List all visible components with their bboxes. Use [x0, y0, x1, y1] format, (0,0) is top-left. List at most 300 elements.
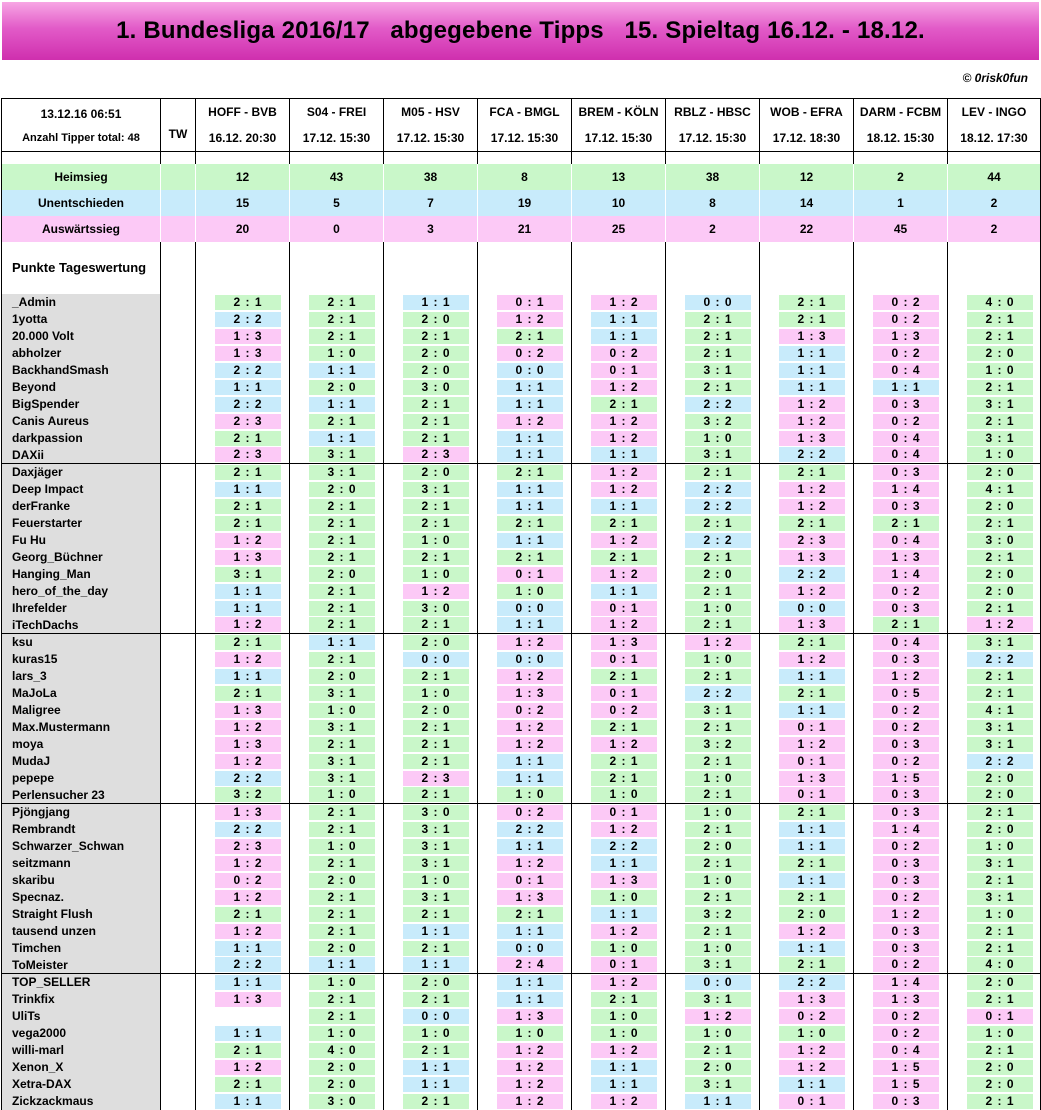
- tip-cell: [666, 328, 760, 345]
- tip-cell: [478, 668, 572, 685]
- tip-value: 2 : 0: [309, 669, 375, 684]
- tip-cell: [478, 702, 572, 719]
- tip-value: 1 : 2: [403, 584, 469, 599]
- tip-value: 2 : 1: [685, 890, 751, 905]
- tip-cell: [572, 328, 666, 345]
- tw-cell: [161, 906, 196, 923]
- tip-cell: [760, 362, 854, 379]
- stat-row-unent: [2, 190, 1041, 216]
- tip-cell: [854, 328, 948, 345]
- tip-cell: [666, 532, 760, 549]
- stat-value: 45: [854, 216, 948, 242]
- tipper-name: vega2000: [2, 1025, 161, 1042]
- tip-value: 1 : 1: [685, 1094, 751, 1109]
- tip-value: 2 : 1: [497, 550, 563, 565]
- tip-cell: [948, 651, 1041, 668]
- tip-value: 2 : 0: [403, 703, 469, 718]
- tip-value: 0 : 1: [967, 1009, 1033, 1024]
- tip-cell: [760, 974, 854, 991]
- stat-value: 19: [478, 190, 572, 216]
- tip-value: 2 : 3: [215, 839, 281, 854]
- tip-cell: [854, 1008, 948, 1025]
- tip-cell: [290, 396, 384, 413]
- tip-cell: [760, 804, 854, 821]
- table-row: [2, 328, 1041, 345]
- tip-cell: [196, 345, 290, 362]
- tip-value: 1 : 1: [591, 499, 657, 514]
- tip-value: 1 : 0: [967, 907, 1033, 922]
- tip-cell: [854, 804, 948, 821]
- tip-cell: [854, 345, 948, 362]
- tip-cell: [384, 362, 478, 379]
- tip-cell: [478, 923, 572, 940]
- tip-value: 2 : 1: [685, 720, 751, 735]
- tip-value: 2 : 2: [215, 397, 281, 412]
- tip-value: 2 : 1: [215, 1077, 281, 1092]
- tip-cell: [760, 379, 854, 396]
- tip-value: 1 : 0: [591, 1009, 657, 1024]
- snapshot-date: 13.12.16 06:51: [40, 107, 122, 121]
- tip-value: 1 : 0: [967, 839, 1033, 854]
- tip-cell: [854, 583, 948, 600]
- tip-value: 1 : 1: [591, 907, 657, 922]
- tip-cell: [666, 719, 760, 736]
- tip-cell: [196, 549, 290, 566]
- tip-cell: [478, 787, 572, 804]
- tip-cell: [384, 311, 478, 328]
- tip-cell: [854, 600, 948, 617]
- tw-cell: [161, 600, 196, 617]
- tipper-name: MudaJ: [2, 753, 161, 770]
- tipper-name: hero_of_the_day: [2, 583, 161, 600]
- tip-cell: [196, 685, 290, 702]
- tw-cell: [161, 1025, 196, 1042]
- tip-value: 0 : 0: [403, 652, 469, 667]
- tip-value: 1 : 0: [685, 1026, 751, 1041]
- tip-value: 3 : 2: [685, 414, 751, 429]
- tip-cell: [666, 345, 760, 362]
- tipper-name: moya: [2, 736, 161, 753]
- tip-cell: [196, 634, 290, 651]
- tip-value: 1 : 2: [497, 1043, 563, 1058]
- points-cell: [478, 242, 572, 294]
- tipper-name: Schwarzer_Schwan: [2, 838, 161, 855]
- tip-cell: [760, 583, 854, 600]
- tip-cell: [854, 1076, 948, 1093]
- tip-value: 2 : 0: [309, 482, 375, 497]
- tip-cell: [948, 396, 1041, 413]
- tip-value: 2 : 1: [309, 533, 375, 548]
- tip-cell: [760, 821, 854, 838]
- tip-cell: [948, 702, 1041, 719]
- tip-cell: [384, 770, 478, 787]
- tip-cell: [290, 311, 384, 328]
- tip-cell: [196, 1059, 290, 1076]
- tipper-name: pepepe: [2, 770, 161, 787]
- tip-value: 2 : 2: [215, 363, 281, 378]
- tip-value: 2 : 2: [779, 975, 845, 990]
- tip-value: 2 : 1: [685, 346, 751, 361]
- tip-value: 1 : 2: [591, 295, 657, 310]
- tip-value: 1 : 2: [873, 907, 939, 922]
- tip-cell: [572, 1076, 666, 1093]
- tip-value: 3 : 1: [685, 992, 751, 1007]
- tip-value: 1 : 2: [779, 414, 845, 429]
- tip-cell: [196, 872, 290, 889]
- tip-cell: [478, 1059, 572, 1076]
- tip-value: 0 : 1: [779, 787, 845, 802]
- tip-cell: [196, 515, 290, 532]
- tip-value: 2 : 0: [967, 567, 1033, 582]
- table-row: [2, 396, 1041, 413]
- tip-value: 2 : 0: [967, 346, 1033, 361]
- tip-cell: [854, 498, 948, 515]
- tip-cell: [854, 1025, 948, 1042]
- stat-tw-cell: [161, 164, 196, 190]
- tip-value: 1 : 2: [215, 617, 281, 632]
- tip-cell: [478, 855, 572, 872]
- tw-cell: [161, 1076, 196, 1093]
- tip-cell: [572, 719, 666, 736]
- tip-cell: [478, 617, 572, 634]
- tip-cell: [854, 685, 948, 702]
- tw-cell: [161, 668, 196, 685]
- tip-cell: [666, 753, 760, 770]
- tip-cell: [572, 430, 666, 447]
- tip-value: 2 : 1: [309, 584, 375, 599]
- tip-value: 2 : 1: [309, 499, 375, 514]
- tip-value: 2 : 1: [591, 397, 657, 412]
- tip-cell: [854, 430, 948, 447]
- tip-cell: [854, 855, 948, 872]
- spacer-cell: [2, 152, 161, 164]
- tip-cell: [478, 481, 572, 498]
- stat-value: 2: [948, 216, 1041, 242]
- tip-cell: [196, 719, 290, 736]
- tip-value: 1 : 1: [497, 839, 563, 854]
- tip-value: 3 : 1: [309, 465, 375, 480]
- table-row: [2, 770, 1041, 787]
- table-row: [2, 940, 1041, 957]
- tipper-name: Hanging_Man: [2, 566, 161, 583]
- tip-value: 1 : 2: [215, 652, 281, 667]
- tip-value: 1 : 3: [779, 329, 845, 344]
- tip-value: 2 : 1: [591, 754, 657, 769]
- tip-value: 3 : 1: [967, 431, 1033, 446]
- tip-cell: [478, 311, 572, 328]
- match-kickoff: 18.12. 17:30: [960, 131, 1028, 145]
- tip-value: 1 : 0: [403, 686, 469, 701]
- tip-value: 2 : 2: [591, 839, 657, 854]
- tip-cell: [854, 957, 948, 974]
- tip-cell: [948, 328, 1041, 345]
- tip-cell: [384, 600, 478, 617]
- tip-value: 2 : 0: [967, 1077, 1033, 1092]
- tipper-name: MaJoLa: [2, 685, 161, 702]
- tip-cell: [196, 328, 290, 345]
- tip-value: 3 : 1: [967, 635, 1033, 650]
- tip-value: 0 : 1: [497, 873, 563, 888]
- tip-value: 1 : 2: [779, 584, 845, 599]
- tip-cell: [384, 498, 478, 515]
- tip-value: 3 : 1: [403, 822, 469, 837]
- tip-value: 2 : 1: [779, 957, 845, 972]
- tip-cell: [948, 498, 1041, 515]
- tip-cell: [854, 906, 948, 923]
- tip-cell: [666, 430, 760, 447]
- tip-cell: [290, 804, 384, 821]
- tip-cell: [948, 362, 1041, 379]
- tip-value: 2 : 0: [403, 363, 469, 378]
- tip-value: 1 : 3: [497, 1009, 563, 1024]
- tip-cell: [948, 974, 1041, 991]
- tip-cell: [854, 787, 948, 804]
- tip-value: 0 : 2: [873, 957, 939, 972]
- tip-value: 1 : 2: [591, 465, 657, 480]
- tip-value: 0 : 0: [685, 975, 751, 990]
- tip-value: 1 : 2: [215, 533, 281, 548]
- tip-cell: [290, 481, 384, 498]
- tip-cell: [572, 481, 666, 498]
- tip-value: 1 : 3: [497, 686, 563, 701]
- tip-cell: [290, 702, 384, 719]
- tip-value: 0 : 2: [497, 703, 563, 718]
- tip-value: 1 : 1: [779, 941, 845, 956]
- tip-cell: [572, 804, 666, 821]
- tip-cell: [854, 634, 948, 651]
- tip-cell: [572, 753, 666, 770]
- tip-value: 2 : 1: [309, 805, 375, 820]
- tip-value: 2 : 4: [497, 957, 563, 972]
- tip-value: 1 : 3: [873, 329, 939, 344]
- match-teams: FCA - BMGL: [489, 105, 560, 119]
- tip-cell: [948, 906, 1041, 923]
- tip-value: 1 : 2: [497, 737, 563, 752]
- tip-cell: [572, 1008, 666, 1025]
- tip-cell: [948, 770, 1041, 787]
- tip-cell: [760, 515, 854, 532]
- tip-cell: [948, 413, 1041, 430]
- tw-cell: [161, 481, 196, 498]
- tip-value: 2 : 1: [967, 1043, 1033, 1058]
- tip-value: 1 : 1: [215, 584, 281, 599]
- tip-cell: [478, 396, 572, 413]
- tip-value: 1 : 2: [591, 380, 657, 395]
- tip-cell: [478, 532, 572, 549]
- tip-value: 2 : 1: [215, 499, 281, 514]
- table-row: [2, 549, 1041, 566]
- tip-value: 2 : 1: [309, 295, 375, 310]
- tipper-name: Specnaz.: [2, 889, 161, 906]
- title-banner: [2, 2, 1039, 60]
- tip-value: 2 : 1: [309, 329, 375, 344]
- tipper-name: Beyond: [2, 379, 161, 396]
- tip-cell: [760, 396, 854, 413]
- match-kickoff: 17.12. 18:30: [772, 131, 841, 145]
- tip-cell: [760, 464, 854, 481]
- tip-cell: [760, 770, 854, 787]
- tip-value: 1 : 1: [779, 363, 845, 378]
- tw-cell: [161, 991, 196, 1008]
- tip-cell: [760, 328, 854, 345]
- table-row: [2, 838, 1041, 855]
- tip-cell: [760, 498, 854, 515]
- tip-value: 2 : 1: [403, 1094, 469, 1109]
- tip-value: 1 : 0: [967, 363, 1033, 378]
- tip-cell: [760, 906, 854, 923]
- spacer-cell: [478, 152, 572, 164]
- table-row: [2, 617, 1041, 634]
- tip-cell: [760, 345, 854, 362]
- match-kickoff: 17.12. 15:30: [396, 131, 465, 145]
- match-header: [290, 99, 384, 152]
- tip-cell: [196, 294, 290, 311]
- table-row: [2, 345, 1041, 362]
- tip-cell: [572, 1042, 666, 1059]
- tip-cell: [666, 991, 760, 1008]
- tip-cell: [948, 345, 1041, 362]
- tip-cell: [760, 634, 854, 651]
- tip-value: 2 : 1: [215, 907, 281, 922]
- tip-cell: [572, 566, 666, 583]
- tip-value: 1 : 3: [215, 805, 281, 820]
- tip-value: 2 : 2: [685, 482, 751, 497]
- tip-cell: [290, 583, 384, 600]
- tipper-name: Zickzackmaus: [2, 1093, 161, 1110]
- tip-cell: [760, 566, 854, 583]
- points-cell: [666, 242, 760, 294]
- tipper-name: tausend unzen: [2, 923, 161, 940]
- tip-value: 2 : 1: [967, 312, 1033, 327]
- tip-cell: [478, 889, 572, 906]
- tip-cell: [760, 923, 854, 940]
- tip-cell: [760, 838, 854, 855]
- tip-cell: [572, 413, 666, 430]
- tip-cell: [290, 974, 384, 991]
- tip-value: 1 : 1: [497, 397, 563, 412]
- tip-value: 2 : 1: [685, 380, 751, 395]
- tw-cell: [161, 634, 196, 651]
- tip-value: 2 : 1: [403, 550, 469, 565]
- tip-value: 0 : 2: [591, 703, 657, 718]
- tip-value: 3 : 1: [309, 720, 375, 735]
- table-row: [2, 464, 1041, 481]
- tip-cell: [854, 719, 948, 736]
- tip-cell: [854, 940, 948, 957]
- tip-cell: [196, 804, 290, 821]
- tip-cell: [478, 464, 572, 481]
- tip-cell: [760, 872, 854, 889]
- tip-value: 2 : 1: [967, 414, 1033, 429]
- tip-cell: [478, 1093, 572, 1110]
- tip-cell: [948, 668, 1041, 685]
- tip-cell: [290, 651, 384, 668]
- tip-value: 3 : 1: [309, 447, 375, 462]
- table-row: [2, 685, 1041, 702]
- tip-value: 2 : 1: [309, 550, 375, 565]
- points-cell: [290, 242, 384, 294]
- tip-value: 2 : 0: [967, 822, 1033, 837]
- tip-cell: [572, 617, 666, 634]
- stat-label: Unentschieden: [2, 190, 161, 216]
- tip-value: 1 : 5: [873, 1077, 939, 1092]
- tip-cell: [572, 821, 666, 838]
- tip-value: 2 : 1: [685, 754, 751, 769]
- tw-cell: [161, 957, 196, 974]
- tip-value: 2 : 2: [215, 771, 281, 786]
- tip-value: 0 : 2: [215, 873, 281, 888]
- tip-value: 2 : 0: [403, 635, 469, 650]
- tip-value: 2 : 1: [309, 516, 375, 531]
- tip-cell: [854, 1059, 948, 1076]
- tip-cell: [572, 702, 666, 719]
- table-row: [2, 481, 1041, 498]
- tip-value: 4 : 1: [967, 482, 1033, 497]
- tip-value: 1 : 2: [779, 737, 845, 752]
- tip-cell: [384, 396, 478, 413]
- tip-value: 1 : 2: [215, 890, 281, 905]
- tip-value: 3 : 1: [403, 839, 469, 854]
- tw-cell: [161, 498, 196, 515]
- tip-cell: [948, 566, 1041, 583]
- tip-value: 2 : 0: [685, 1060, 751, 1075]
- tip-cell: [384, 702, 478, 719]
- tip-cell: [384, 1025, 478, 1042]
- tip-value: 1 : 1: [215, 601, 281, 616]
- tip-cell: [478, 362, 572, 379]
- tip-value: 1 : 2: [779, 482, 845, 497]
- tipper-name: Daxjäger: [2, 464, 161, 481]
- stat-value: 2: [854, 164, 948, 190]
- header-info-cell: [2, 99, 161, 152]
- tw-cell: [161, 413, 196, 430]
- tip-value: 0 : 4: [873, 635, 939, 650]
- tip-value: 0 : 3: [873, 465, 939, 480]
- tip-cell: [384, 379, 478, 396]
- tip-cell: [290, 668, 384, 685]
- tip-value: 1 : 0: [779, 1026, 845, 1041]
- tip-value: 1 : 3: [779, 431, 845, 446]
- tip-cell: [666, 957, 760, 974]
- tip-cell: [854, 362, 948, 379]
- tip-value: 2 : 1: [591, 550, 657, 565]
- table-row: [2, 651, 1041, 668]
- tip-cell: [196, 362, 290, 379]
- tw-cell: [161, 430, 196, 447]
- tip-cell: [948, 549, 1041, 566]
- tip-value: 1 : 0: [497, 787, 563, 802]
- tip-value: 1 : 2: [497, 856, 563, 871]
- match-header: [196, 99, 290, 152]
- tip-cell: [666, 396, 760, 413]
- tip-value: 2 : 1: [967, 873, 1033, 888]
- tip-cell: [384, 1042, 478, 1059]
- tip-cell: [948, 1076, 1041, 1093]
- tip-value: 2 : 1: [591, 669, 657, 684]
- tip-value: 0 : 0: [497, 601, 563, 616]
- tw-cell: [161, 974, 196, 991]
- tip-value: 2 : 2: [685, 397, 751, 412]
- tw-cell: [161, 651, 196, 668]
- tip-cell: [196, 753, 290, 770]
- tip-value: 2 : 1: [591, 992, 657, 1007]
- tip-value: 2 : 1: [309, 890, 375, 905]
- tip-cell: [760, 685, 854, 702]
- tip-value: 2 : 1: [779, 295, 845, 310]
- tip-cell: [572, 957, 666, 974]
- tipper-name: Timchen: [2, 940, 161, 957]
- tip-value: 2 : 1: [967, 550, 1033, 565]
